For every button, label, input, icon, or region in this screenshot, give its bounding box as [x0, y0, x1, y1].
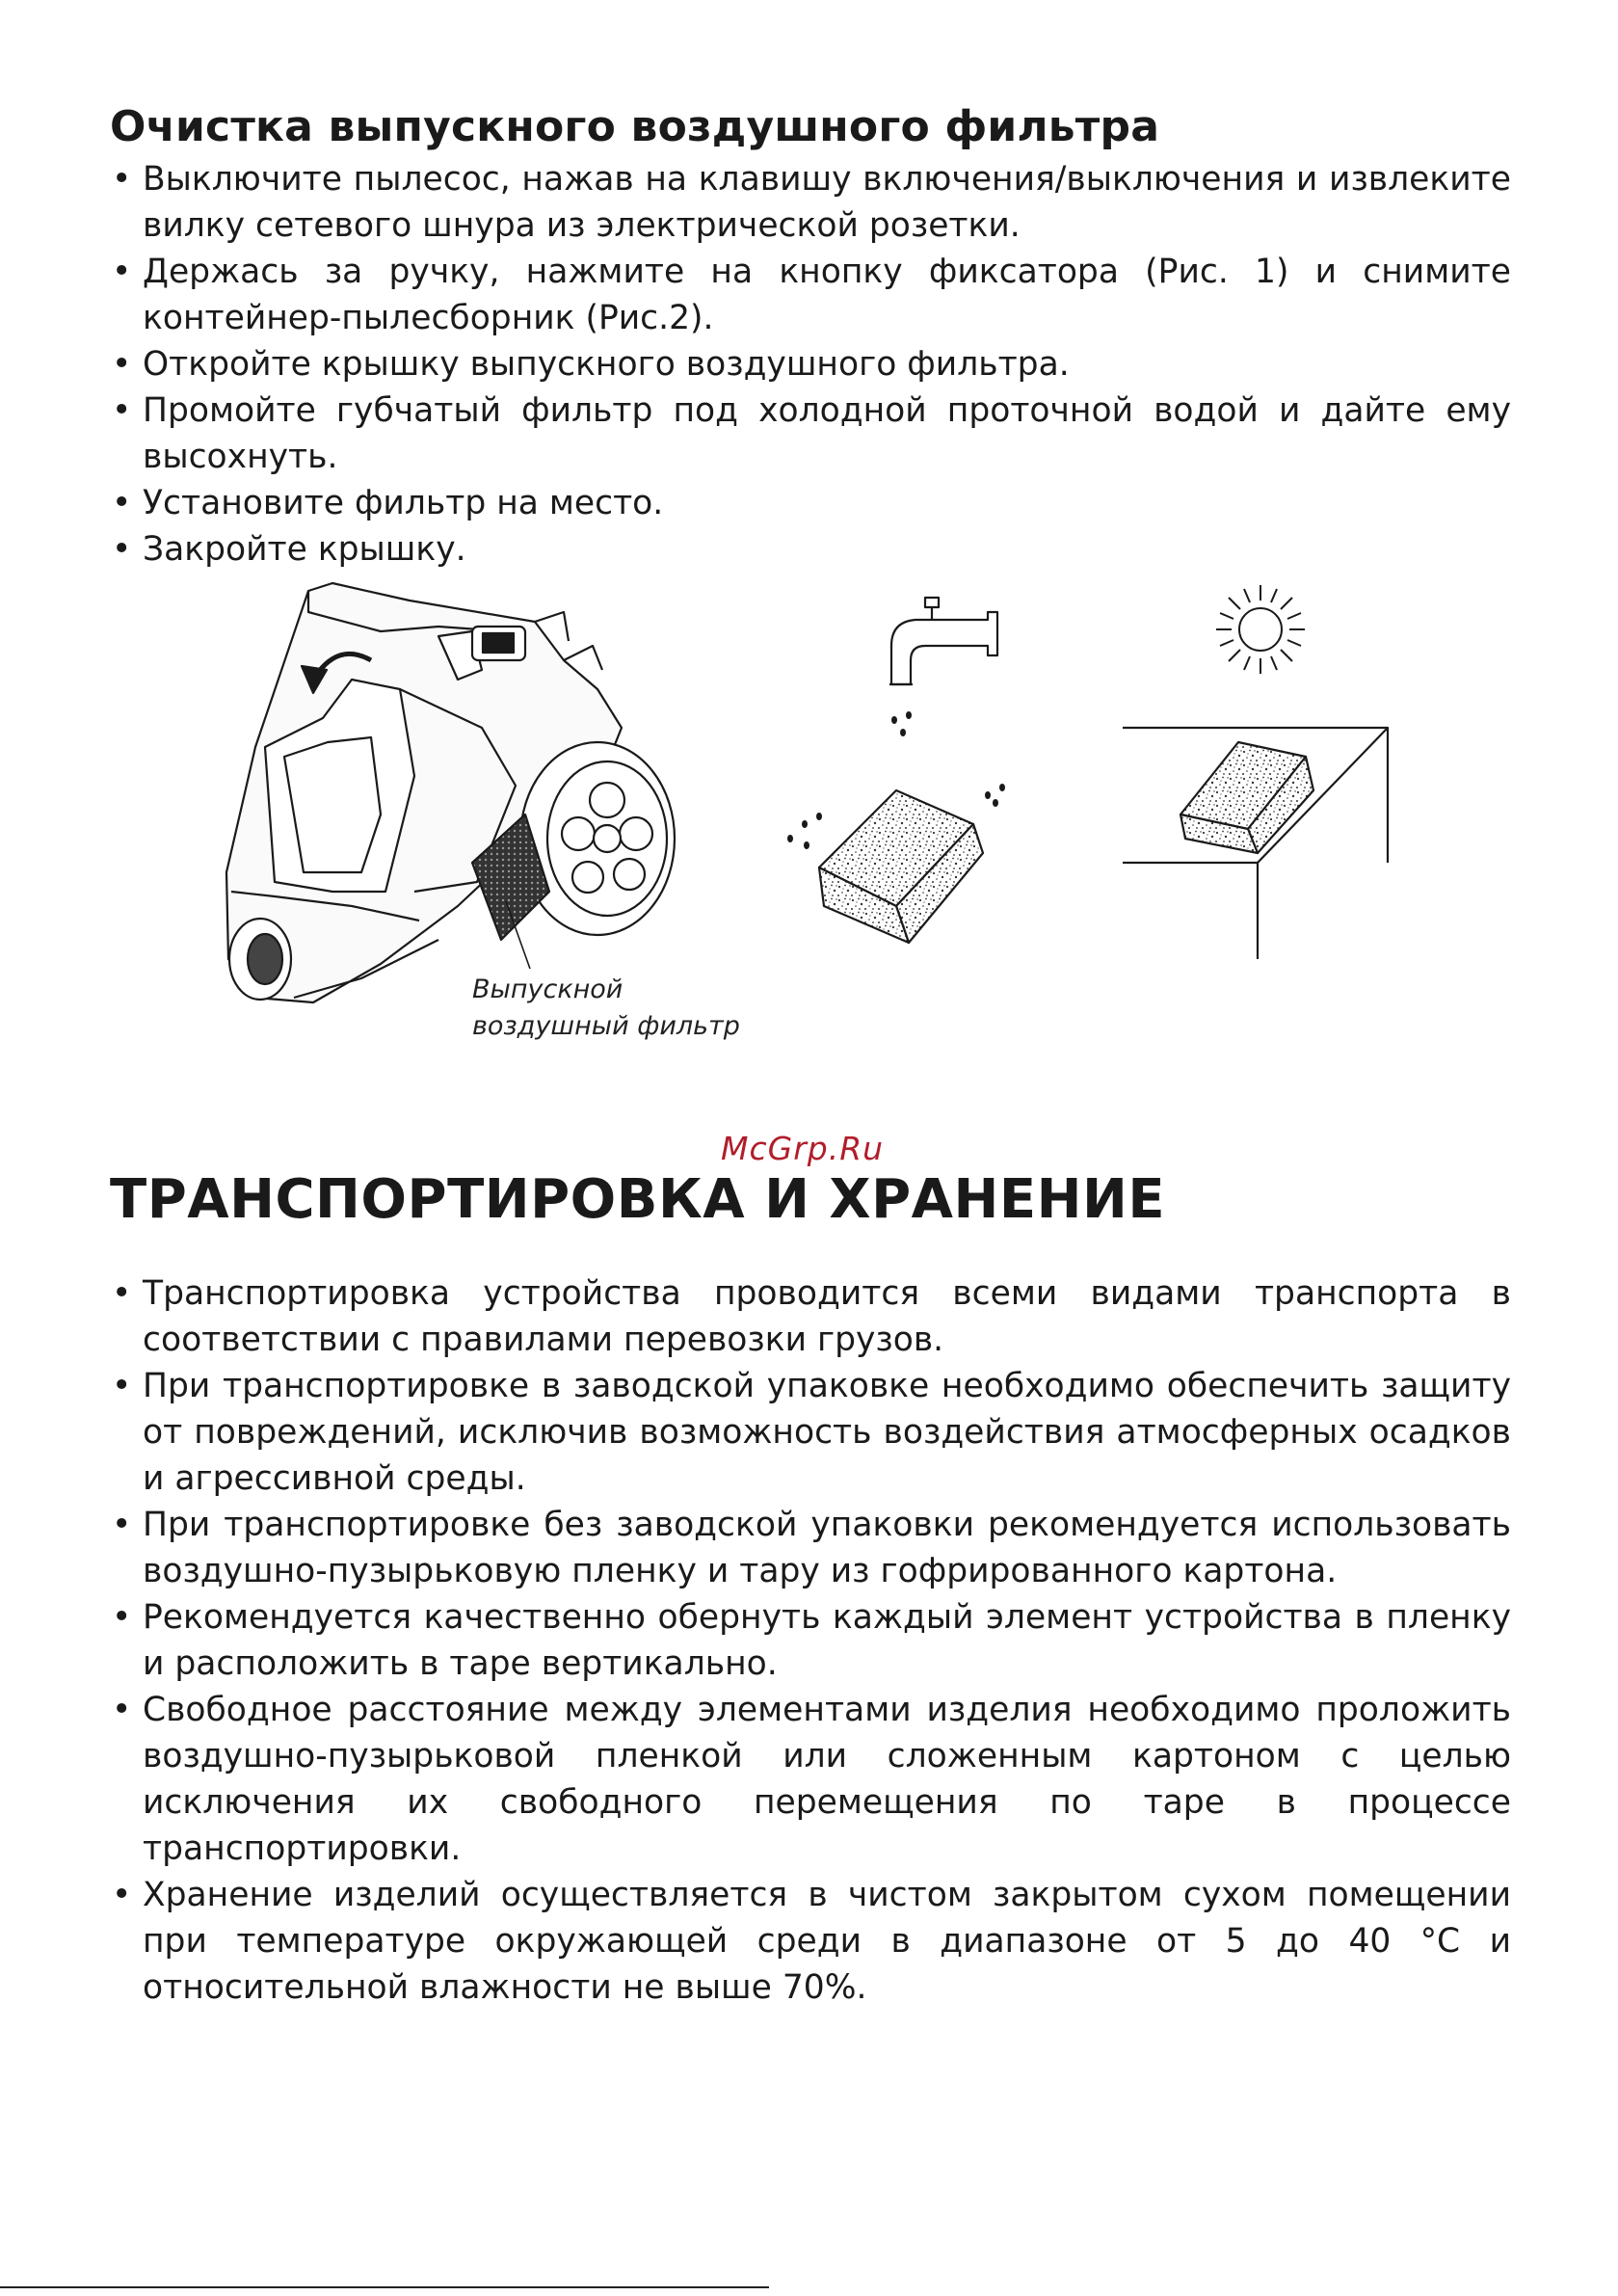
list-item: • Откройте крышку выпускного воздушного фильтра.	[112, 345, 1070, 384]
list-item: • Транспортировка устройства проводится всеми видами транспорта в соответствии с правилами перевозки грузов.	[112, 1274, 1511, 1359]
list-item: • При транспортировке без заводской упаковки рекомендуется использовать воздушно-пузырьковую пленку и тару из гофрированного картона.	[112, 1506, 1511, 1590]
filter-illustrations	[217, 574, 1402, 1055]
list-item: • Установите фильтр на место.	[112, 484, 664, 522]
list-item: • Держась за ручку, нажмите на кнопку фиксатора (Рис. 1) и снимите контейнер-пылесборник (Рис.2).	[112, 253, 1511, 337]
list-item: • Закройте крышку.	[112, 530, 466, 569]
drying-sponge-icon	[1123, 728, 1388, 959]
watermark: McGrp.Ru	[721, 1130, 885, 1167]
figure-caption: Выпускной воздушный фильтр	[472, 974, 740, 1041]
list-item: • Хранение изделий осуществляется в чистом закрытом сухом помещении при температуре окружающей среди в диапазоне от 5 до 40 °С и относительной влажности не выше 70%.	[112, 1876, 1511, 2007]
transport-storage-list	[110, 1270, 1511, 2011]
list-item: • Промойте губчатый фильтр под холодной проточной водой и дайте ему высохнуть.	[112, 391, 1511, 476]
footer-divider	[0, 2286, 769, 2288]
section-title-filter-cleaning: Очистка выпускного воздушного фильтра	[110, 102, 1160, 151]
vacuum-cleaner-illustration	[226, 583, 675, 1002]
list-item: • Выключите пылесос, нажав на клавишу включения/выключения и извлеките вилку сетевого шнура из электрической розетки.	[112, 160, 1511, 245]
filter-cleaning-steps	[110, 156, 1511, 573]
list-item: • Свободное расстояние между элементами изделия необходимо проложить воздушно-пузырьковой пленкой или сложенным картоном с целью исключения их свободного перемещения по таре в процессе транспортировки.	[112, 1691, 1511, 1868]
section-title-transport-storage: ТРАНСПОРТИРОВКА И ХРАНЕНИЕ	[110, 1168, 1166, 1231]
list-item: • При транспортировке в заводской упаковке необходимо обеспечить защиту от повреждений, исключив возможность воздействия атмосферных осадков и агрессивной среды.	[112, 1367, 1511, 1498]
sponge-filter-icon	[819, 790, 983, 943]
list-item: • Рекомендуется качественно обернуть каждый элемент устройства в пленку и расположить в таре вертикально.	[112, 1598, 1511, 1683]
sun-icon	[1216, 585, 1305, 674]
